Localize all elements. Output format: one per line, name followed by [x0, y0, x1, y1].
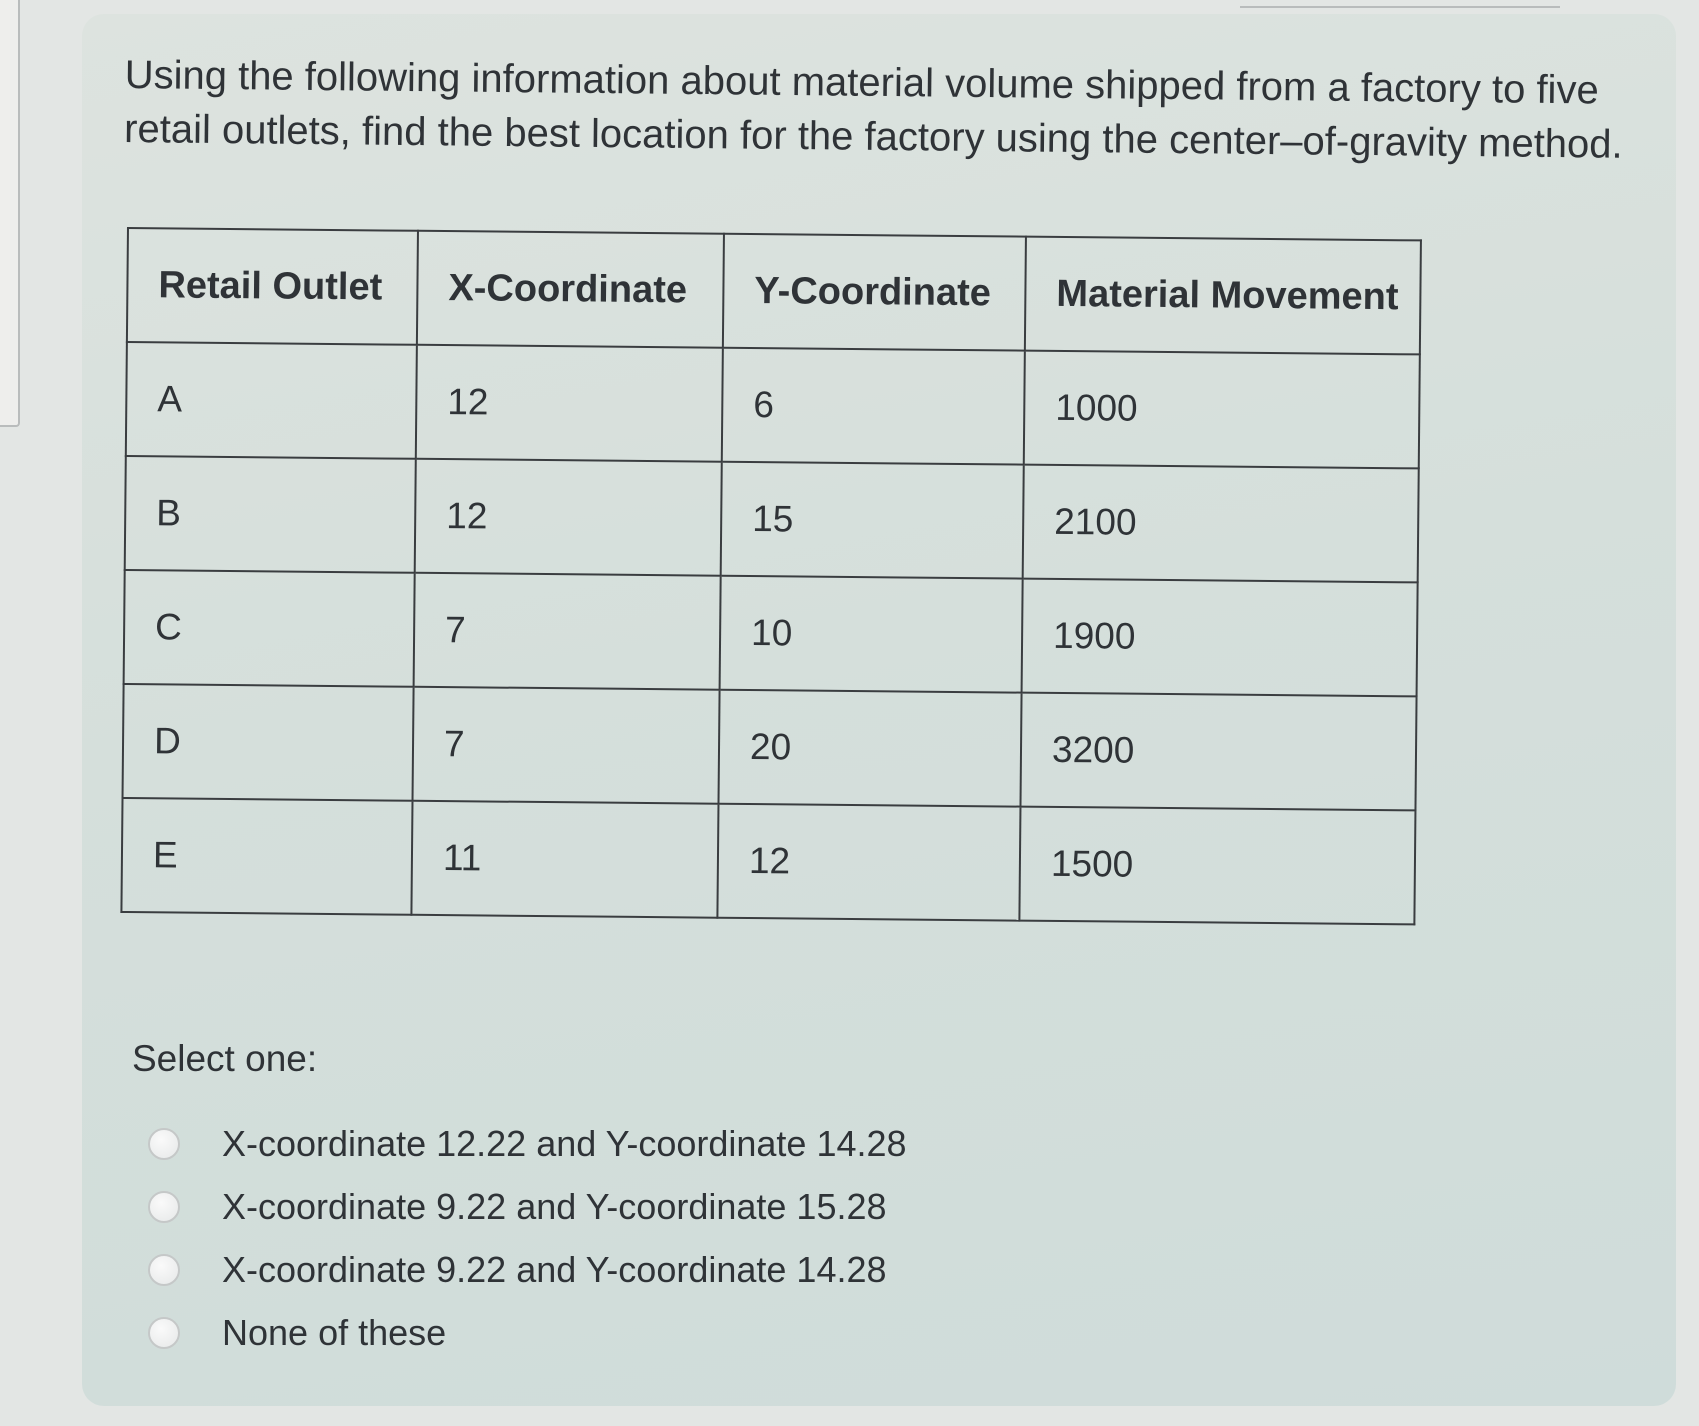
header-y-coordinate: Y-Coordinate	[723, 234, 1026, 351]
answer-option-1[interactable]	[148, 1112, 907, 1175]
cell-movement: 2100	[1023, 465, 1419, 583]
cell-y: 20	[718, 690, 1021, 807]
cell-y: 12	[717, 804, 1020, 921]
question-text: Using the following information about material volume shipped from a factory to five retail outlets, find the best location for the factory using the center–of-gravity method.	[123, 52, 1623, 167]
answer-options	[148, 1112, 907, 1364]
cell-x: 7	[414, 573, 721, 690]
cell-outlet: A	[126, 342, 417, 459]
header-x-coordinate: X-Coordinate	[417, 231, 724, 348]
option-label: X-coordinate 9.22 and Y-coordinate 14.28	[222, 1248, 887, 1290]
table-row	[121, 798, 1415, 924]
cell-outlet: C	[124, 570, 415, 687]
radio-button[interactable]	[148, 1191, 180, 1223]
cell-x: 7	[413, 687, 720, 804]
header-material-movement: Material Movement	[1025, 237, 1421, 355]
table-row	[123, 684, 1417, 810]
radio-button[interactable]	[148, 1128, 180, 1160]
cell-x: 12	[416, 345, 723, 462]
cell-y: 6	[722, 348, 1025, 465]
cell-x: 12	[415, 459, 722, 576]
table-row	[126, 342, 1420, 468]
cell-movement: 1000	[1024, 351, 1420, 469]
adjacent-panel-edge	[0, 0, 20, 427]
data-table	[120, 227, 1422, 925]
cell-y: 15	[721, 462, 1024, 579]
select-one-prompt: Select one:	[132, 1038, 318, 1079]
radio-button[interactable]	[148, 1254, 180, 1286]
answer-option-4[interactable]	[148, 1301, 907, 1364]
table-row	[124, 570, 1418, 696]
table-row	[125, 456, 1419, 582]
radio-button[interactable]	[148, 1317, 180, 1349]
option-label: X-coordinate 12.22 and Y-coordinate 14.28	[222, 1122, 907, 1164]
answer-option-3[interactable]	[148, 1238, 907, 1301]
top-panel-edge	[1240, 0, 1560, 8]
header-retail-outlet: Retail Outlet	[127, 228, 418, 345]
cell-outlet: B	[125, 456, 416, 573]
cell-movement: 1500	[1019, 807, 1415, 925]
cell-y: 10	[720, 576, 1023, 693]
data-table-container	[120, 227, 1422, 925]
answer-option-2[interactable]	[148, 1175, 907, 1238]
cell-outlet: D	[123, 684, 414, 801]
cell-outlet: E	[121, 798, 412, 915]
cell-movement: 1900	[1022, 579, 1418, 697]
cell-x: 11	[411, 801, 718, 918]
option-label: X-coordinate 9.22 and Y-coordinate 15.28	[222, 1185, 887, 1227]
table-header-row	[127, 228, 1421, 354]
option-label: None of these	[222, 1311, 447, 1353]
cell-movement: 3200	[1020, 693, 1416, 811]
